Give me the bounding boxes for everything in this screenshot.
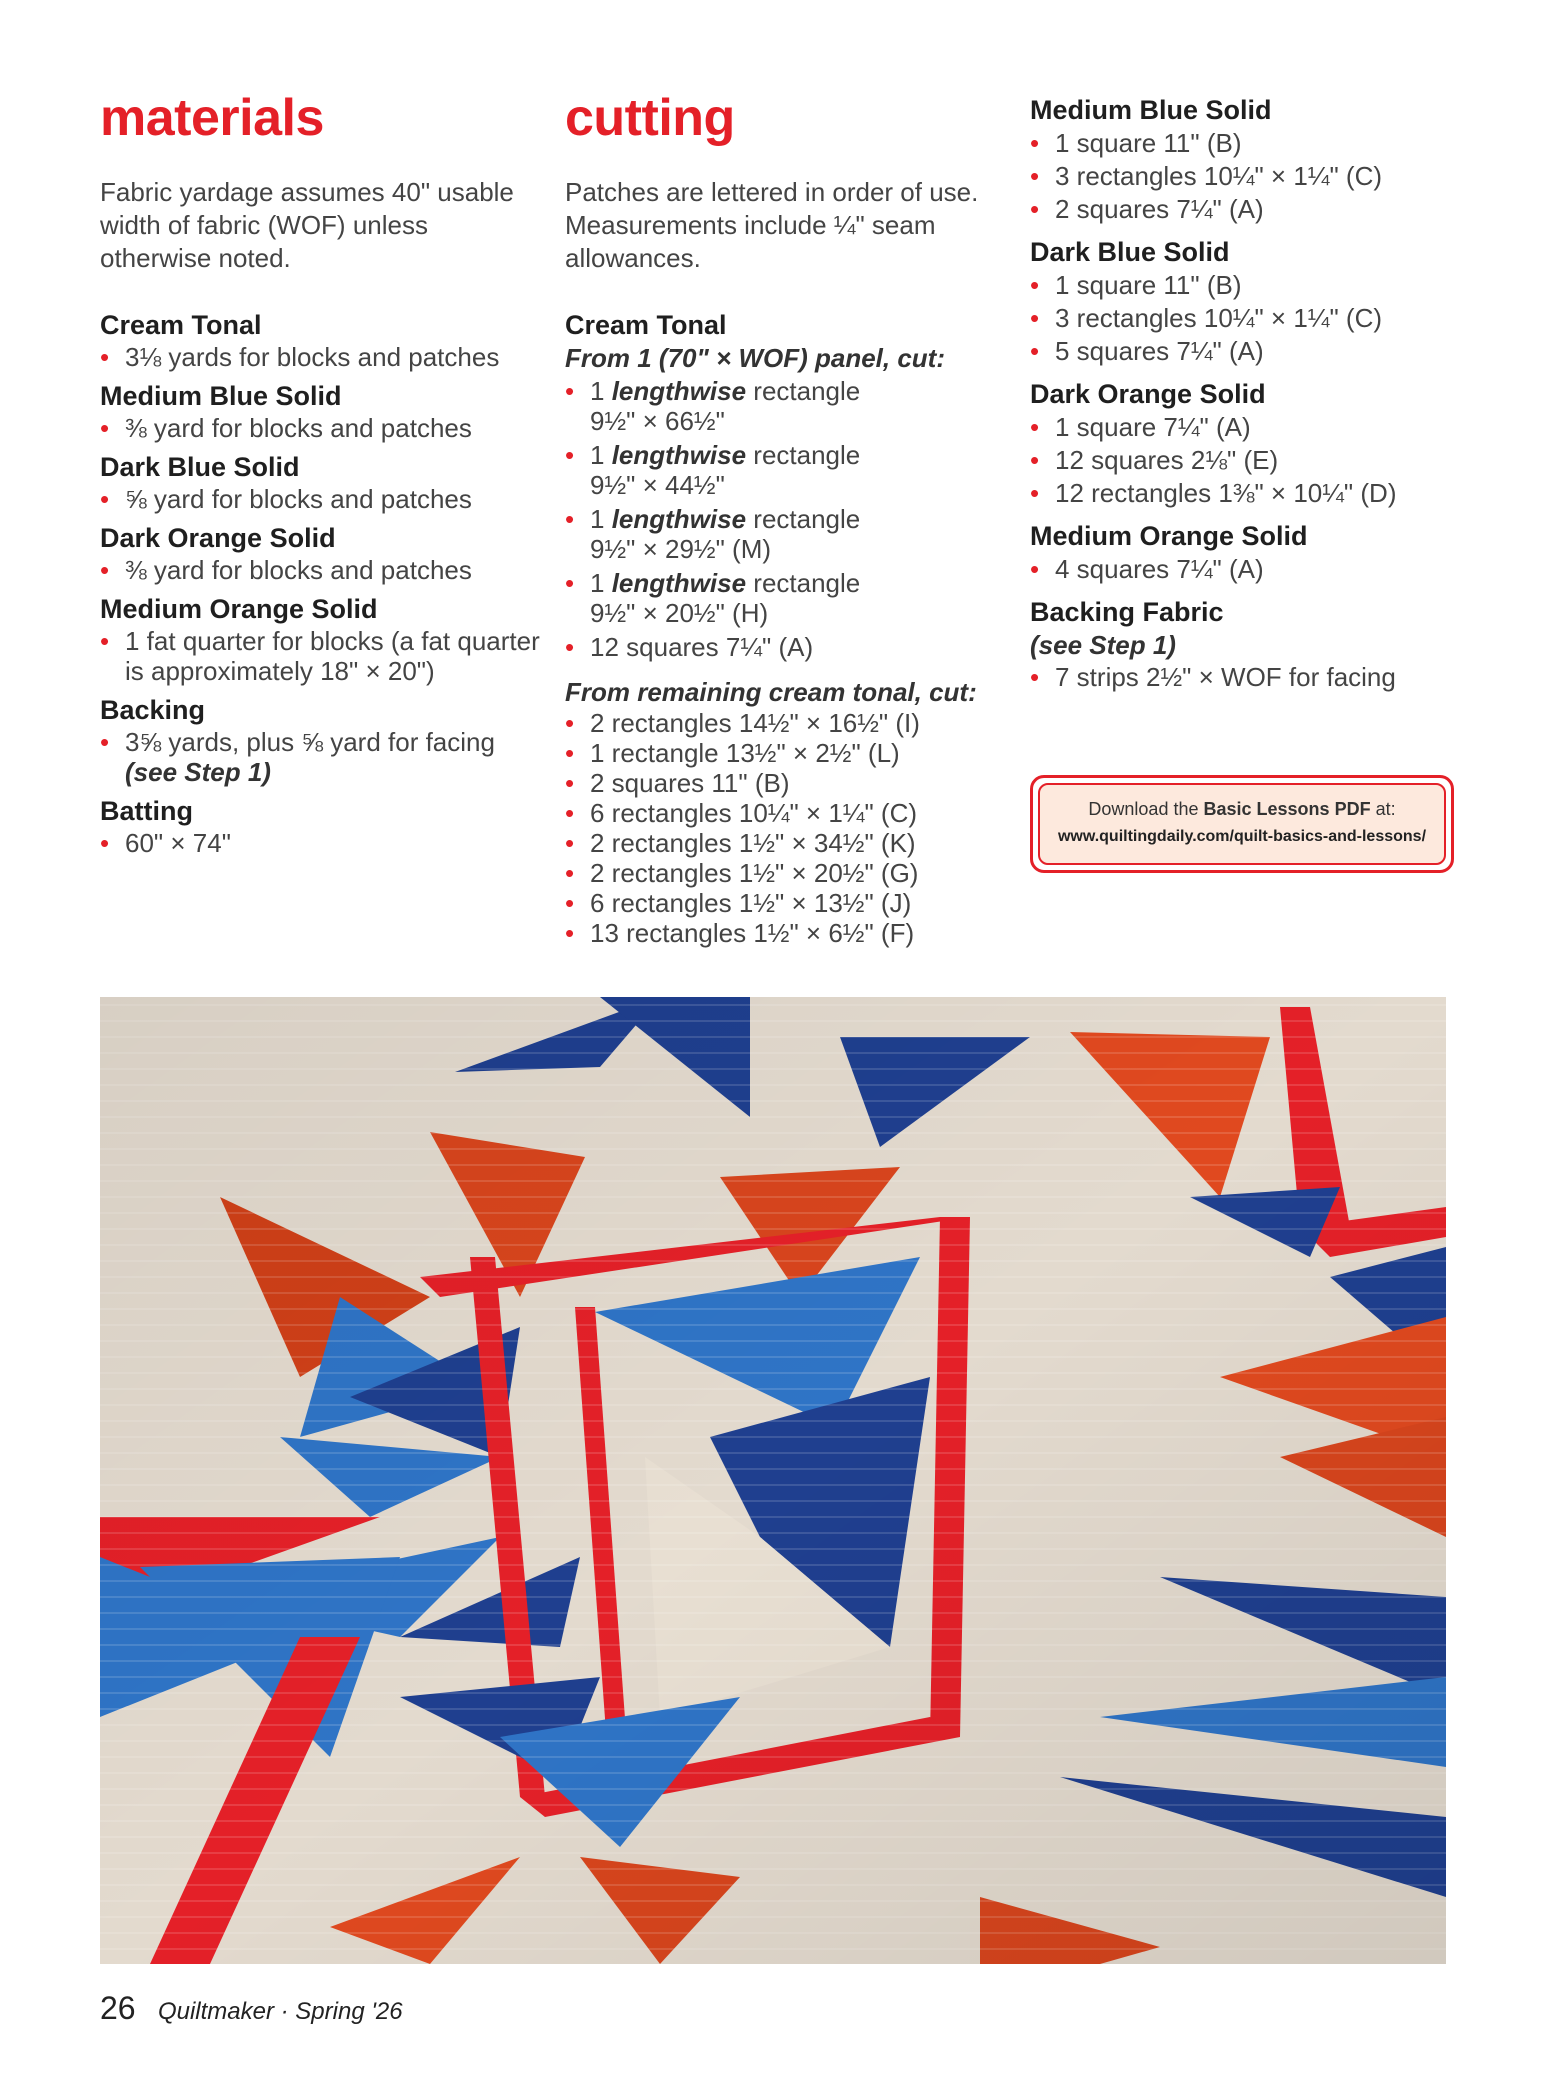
- quilt-illustration: [100, 997, 1446, 1964]
- panel-subtitle: From 1 (70" × WOF) panel, cut:: [565, 343, 945, 373]
- cutting-group-items: [1030, 411, 1470, 510]
- materials-items: [100, 342, 540, 372]
- cut-count: 1: [590, 504, 605, 534]
- cut-lengthwise: lengthwise: [611, 568, 747, 598]
- remaining-cut-item: • 2 rectangles 14½" × 16½" (I): [565, 708, 1005, 738]
- quilt-photo: [100, 997, 1446, 1964]
- remaining-cut-item: • 6 rectangles 10¼" × 1¼" (C): [565, 798, 1005, 828]
- cutting-group: [1030, 520, 1470, 586]
- cutting-group-item: • 5 squares 7¼" (A): [1030, 335, 1470, 368]
- materials-group-title: Batting: [100, 796, 193, 826]
- materials-group: [100, 309, 540, 372]
- materials-item: • 1 fat quarter for blocks (a fat quarter is approximately 18" × 20"): [100, 626, 540, 686]
- cutting-group-title: Medium Orange Solid: [1030, 521, 1308, 551]
- panel-cut-item: [565, 568, 1005, 628]
- materials-intro: Fabric yardage assumes 40" usable width of fabric (WOF) unless otherwise noted.: [100, 177, 514, 273]
- panel-cut-item: • 12 squares 7¼" (A): [565, 632, 1005, 662]
- banner-suffix: at:: [1375, 799, 1396, 819]
- banner-prefix: Download the: [1088, 799, 1199, 819]
- cutting-group-items: [1030, 661, 1470, 694]
- cut-size: 9½" × 20½" (H): [590, 598, 769, 628]
- cutting-group-item: • 12 squares 2⅛" (E): [1030, 444, 1470, 477]
- materials-items: [100, 727, 540, 787]
- see-step-note: (see Step 1): [1030, 630, 1176, 660]
- materials-group-title: Backing: [100, 695, 206, 725]
- remaining-cut-item: • 2 squares 11" (B): [565, 768, 1005, 798]
- cutting-cream-title: Cream Tonal: [565, 310, 727, 340]
- materials-items: [100, 484, 540, 514]
- materials-list: [100, 309, 540, 866]
- cut-count: 1: [590, 440, 605, 470]
- cutting-group-title: Dark Orange Solid: [1030, 379, 1266, 409]
- materials-item: • ⅜ yard for blocks and patches: [100, 413, 540, 443]
- banner-url-link[interactable]: www.quiltingdaily.com/quilt-basics-and-lessons/: [1057, 828, 1427, 845]
- cutting-group-title: Dark Blue Solid: [1030, 237, 1230, 267]
- remaining-cut-item: • 13 rectangles 1½" × 6½" (F): [565, 918, 1005, 948]
- photo-shading: [100, 997, 1446, 1964]
- cut-shape: rectangle: [753, 504, 861, 534]
- cut-size: 9½" × 44½": [590, 470, 725, 500]
- materials-group: [100, 380, 540, 443]
- materials-group: [100, 795, 540, 858]
- materials-items: [100, 555, 540, 585]
- panel-cut-item: [565, 376, 1005, 436]
- panel-cut-item: [565, 504, 1005, 564]
- cutting-group-title: Medium Blue Solid: [1030, 95, 1272, 125]
- remaining-cut-list: [565, 708, 1005, 948]
- cut-shape: rectangle: [753, 376, 861, 406]
- materials-items: [100, 413, 540, 443]
- cutting-group: [1030, 596, 1470, 694]
- materials-note-line: [100, 757, 540, 787]
- banner-text: [1040, 799, 1444, 820]
- cutting-group-item: • 1 square 7¼" (A): [1030, 411, 1470, 444]
- cut-lengthwise: lengthwise: [611, 440, 747, 470]
- materials-items: [100, 626, 540, 686]
- panel-cut-item: [565, 440, 1005, 500]
- cutting-group-items: [1030, 553, 1470, 586]
- cut-count: 1: [590, 568, 605, 598]
- cut-lengthwise: lengthwise: [611, 376, 747, 406]
- cutting-group-item: • 1 square 11" (B): [1030, 269, 1470, 302]
- cutting-group-item: • 4 squares 7¼" (A): [1030, 553, 1470, 586]
- materials-group-title: Cream Tonal: [100, 310, 262, 340]
- cut-count: 1: [590, 376, 605, 406]
- materials-group-title: Medium Orange Solid: [100, 594, 378, 624]
- remaining-cut-item: • 6 rectangles 1½" × 13½" (J): [565, 888, 1005, 918]
- cutting-group: [1030, 378, 1470, 510]
- remaining-cut-item: • 2 rectangles 1½" × 20½" (G): [565, 858, 1005, 888]
- page-number: 26: [100, 1990, 136, 2026]
- materials-item: • 3⅝ yards, plus ⅝ yard for facing: [100, 727, 540, 757]
- materials-heading: materials: [100, 89, 324, 147]
- remaining-cut-item: • 2 rectangles 1½" × 34½" (K): [565, 828, 1005, 858]
- remaining-subtitle: From remaining cream tonal, cut:: [565, 677, 977, 707]
- cutting-group-item: • 3 rectangles 10¼" × 1¼" (C): [1030, 160, 1470, 193]
- download-banner-inner: [1038, 783, 1446, 865]
- cutting-group-item: • 3 rectangles 10¼" × 1¼" (C): [1030, 302, 1470, 335]
- materials-item: • 3⅛ yards for blocks and patches: [100, 342, 540, 372]
- cutting-intro: Patches are lettered in order of use. Measurements include ¼" seam allowances.: [565, 177, 979, 273]
- panel-cut-list: [565, 376, 1005, 662]
- cut-shape: rectangle: [753, 568, 861, 598]
- cutting-heading: cutting: [565, 89, 735, 147]
- cutting-group: [1030, 94, 1470, 226]
- cutting-cream-section: [565, 309, 1005, 948]
- materials-group: [100, 451, 540, 514]
- cut-size: 9½" × 29½" (M): [590, 534, 772, 564]
- cutting-group-items: [1030, 269, 1470, 368]
- materials-group: [100, 694, 540, 787]
- banner-bold: Basic Lessons PDF: [1203, 799, 1371, 819]
- cutting-group-title: Backing Fabric: [1030, 597, 1224, 627]
- cut-shape: rectangle: [753, 440, 861, 470]
- cutting-group-item: • 12 rectangles 1⅜" × 10¼" (D): [1030, 477, 1470, 510]
- materials-group-title: Dark Orange Solid: [100, 523, 336, 553]
- page-footer: [100, 1990, 403, 2027]
- cut-lengthwise: lengthwise: [611, 504, 747, 534]
- materials-items: [100, 828, 540, 858]
- cutting-continued-list: [1030, 94, 1470, 704]
- cut-size: 9½" × 66½": [590, 406, 725, 436]
- remaining-cut-item: • 1 rectangle 13½" × 2½" (L): [565, 738, 1005, 768]
- cutting-group-items: [1030, 127, 1470, 226]
- materials-item: • ⅜ yard for blocks and patches: [100, 555, 540, 585]
- cutting-group-item: • 2 squares 7¼" (A): [1030, 193, 1470, 226]
- materials-group-title: Dark Blue Solid: [100, 452, 300, 482]
- materials-group-title: Medium Blue Solid: [100, 381, 342, 411]
- materials-item: • ⅝ yard for blocks and patches: [100, 484, 540, 514]
- cutting-group: [1030, 236, 1470, 368]
- materials-group: [100, 593, 540, 686]
- cutting-group-item: • 7 strips 2½" × WOF for facing: [1030, 661, 1470, 694]
- magazine-issue: Quiltmaker · Spring '26: [157, 1998, 403, 2025]
- cutting-group-item: • 1 square 11" (B): [1030, 127, 1470, 160]
- materials-group: [100, 522, 540, 585]
- see-step-note: (see Step 1): [125, 757, 271, 787]
- download-banner[interactable]: [1030, 775, 1454, 873]
- materials-item: • 60" × 74": [100, 828, 540, 858]
